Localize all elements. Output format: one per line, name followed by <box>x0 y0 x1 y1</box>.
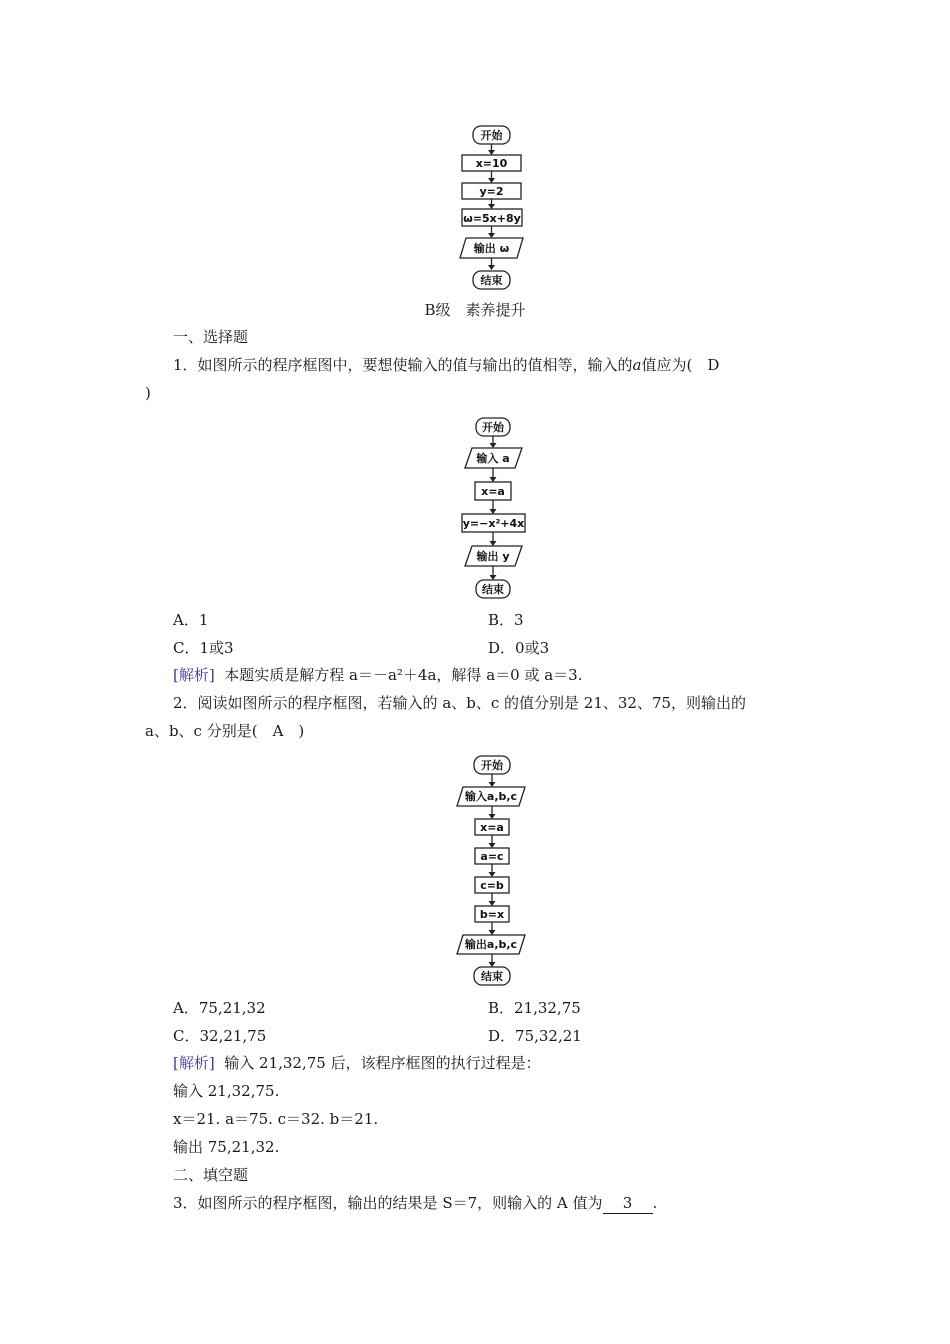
flow-end-label: 结束 <box>480 274 503 287</box>
q2-analysis-text: 输入 21,32,75 后，该程序框图的执行过程是： <box>224 1054 541 1072</box>
q1-stem-tail: 值应为( D <box>641 356 720 374</box>
q1-analysis-tag: [解析] <box>173 666 215 684</box>
q1-stem-text: 1．如图所示的程序框图中，要想使输入的值与输出的值相等，输入的 <box>173 356 633 374</box>
section-title: B级 素养提升 <box>424 301 526 319</box>
q2-stem-line1: 2．阅读如图所示的程序框图，若输入的 a、b、c 的值分别是 21、32、75，则输出的 <box>173 694 747 712</box>
q2-flow-s4-label: b=x <box>479 908 505 921</box>
flow-start-label: 开始 <box>480 129 503 142</box>
q2-flow-s3-label: c=b <box>480 879 504 892</box>
q2-analysis <box>173 1053 541 1073</box>
q2-flow-input-label: 输入a,b,c <box>464 790 518 803</box>
flow-step-y-label: y=2 <box>479 185 504 198</box>
q1-option-a: A．1 <box>173 611 209 629</box>
q2-flow-start-label: 开始 <box>481 759 503 772</box>
q2-flow-end-label: 结束 <box>481 970 503 983</box>
q2-stem-line2: a、b、c 分别是( A ) <box>145 722 305 740</box>
flow-step-w-label: ω=5x+8y <box>463 212 521 225</box>
q1-stem-line2: ) <box>145 384 151 402</box>
q1-flow-end-label: 结束 <box>482 583 504 596</box>
q3-stem: 3．如图所示的程序框图，输出的结果是 S＝7，则输入的 A 值为 <box>173 1194 603 1212</box>
q1-flow-calc-label: y=−x²+4x <box>462 517 525 530</box>
q1-flow-start-label: 开始 <box>482 421 504 434</box>
q1-option-c: C．1或3 <box>173 639 234 657</box>
q3-stem-line <box>173 1193 657 1214</box>
q3-answer-blank: 3 <box>603 1193 653 1214</box>
q1-var: a <box>632 356 642 374</box>
part2-heading: 二、填空题 <box>173 1166 249 1184</box>
q2-step-1: 输入 21,32,75. <box>173 1082 280 1100</box>
q1-option-d: D．0或3 <box>488 639 550 657</box>
q2-option-a: A．75,21,32 <box>173 999 266 1017</box>
flow-step-x-label: x=10 <box>475 157 508 170</box>
q1-flow-assign-label: x=a <box>481 485 505 498</box>
flow-output-label: 输出 ω <box>473 242 510 255</box>
q1-flow-input-label: 输入 a <box>476 452 510 465</box>
q1-analysis-text: 本题实质是解方程 a＝－a²＋4a，解得 a＝0 或 a＝3. <box>224 666 583 684</box>
q2-flow-output-label: 输出a,b,c <box>464 938 518 951</box>
q2-step-2: x＝21. a＝75. c＝32. b＝21. <box>173 1110 379 1128</box>
q3-tail: . <box>652 1194 658 1212</box>
q2-analysis-tag: [解析] <box>173 1054 215 1072</box>
q2-flow-s2-label: a=c <box>480 850 504 863</box>
q1-option-b: B．3 <box>488 611 524 629</box>
part1-heading: 一、选择题 <box>173 328 249 346</box>
q2-option-c: C．32,21,75 <box>173 1027 267 1045</box>
q1-flow-output-label: 输出 y <box>476 550 510 563</box>
q2-option-b: B．21,32,75 <box>488 999 581 1017</box>
q2-flow-s1-label: x=a <box>480 821 504 834</box>
q2-option-d: D．75,32,21 <box>488 1027 582 1045</box>
q2-step-3: 输出 75,21,32. <box>173 1138 280 1156</box>
